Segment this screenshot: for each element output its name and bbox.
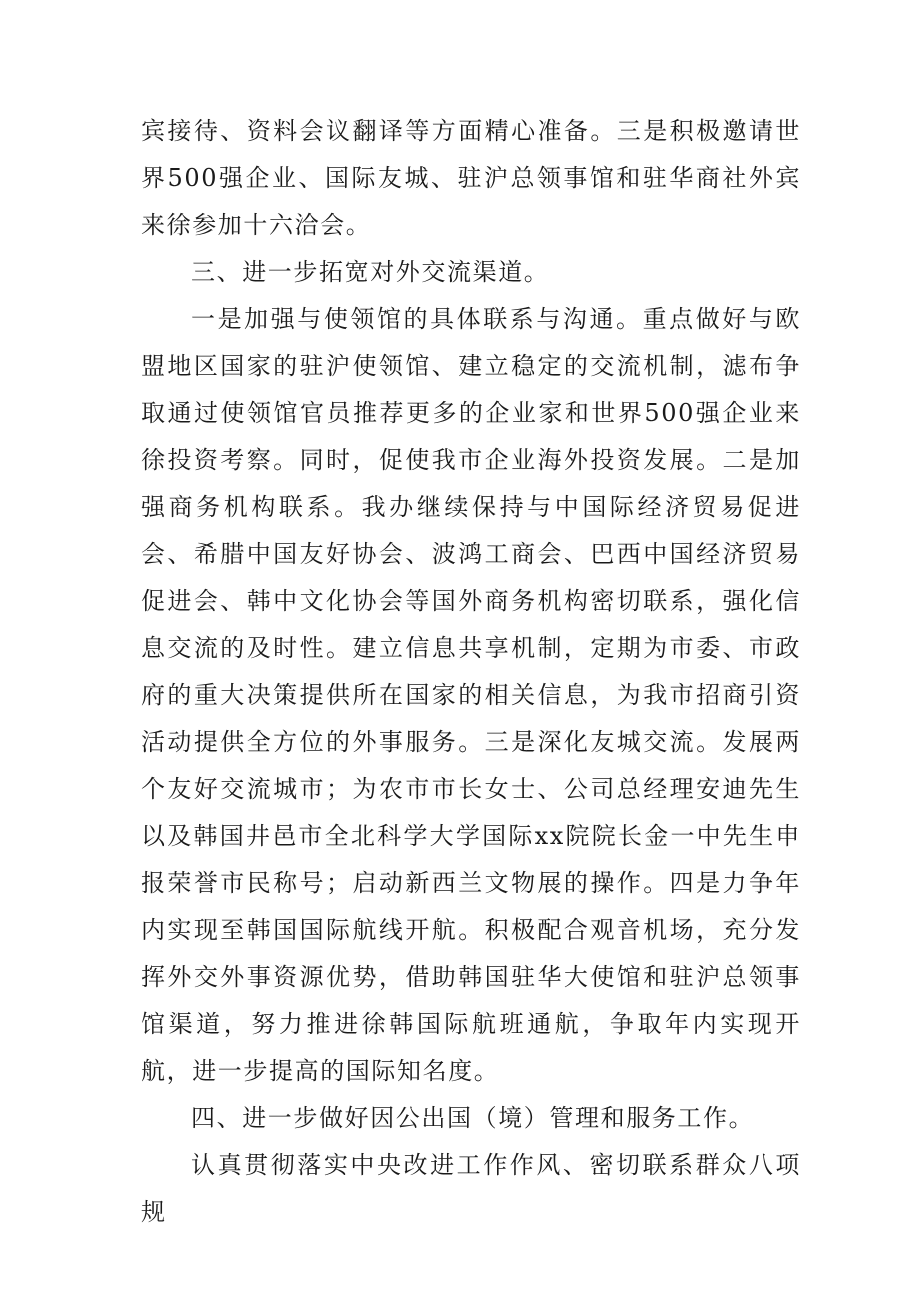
section-heading-four: 四、进一步做好因公出国（境）管理和服务工作。 (191, 1104, 755, 1132)
document-body (141, 108, 801, 1236)
paragraph-exchange-channels: 一是加强与使领馆的具体联系与沟通。重点做好与欧盟地区国家的驻沪使领馆、建立稳定的交流机制，滤布争取通过使领馆官员推荐更多的企业家和世界500强企业来徐投资考察。同时，促使我市企业海外投资发展。二是加强商务机构联系。我办继续保持与中国际经济贸易促进会、希腊中国友好协会、波鸿工商会、巴西中国经济贸易促进会、韩中文化协会等国外商务机构密切联系，强化信息交流的及时性。建立信息共享机制，定期为市委、市政府的重大决策提供所在国家的相关信息，为我市招商引资活动提供全方位的外事服务。三是深化友城交流。发展两个友好交流城市；为农市市长女士、公司总经理安迪先生以及韩国井邑市全北科学大学国际xx院院长金一中先生申报荣誉市民称号；启动新西兰文物展的操作。四是力争年内实现至韩国国际航线开航。积极配合观音机场，充分发挥外交外事资源优势，借助韩国驻华大使馆和驻沪总领事馆渠道，努力推进徐韩国际航班通航，争取年内实现开航，进一步提高的国际知名度。 (141, 305, 801, 1085)
paragraph-implementation: 认真贯彻落实中央改进工作作风、密切联系群众八项规 (141, 1151, 801, 1226)
paragraph-continuation: 宾接待、资料会议翻译等方面精心准备。三是积极邀请世界500强企业、国际友城、驻沪总领事馆和驻华商社外宾来徐参加十六洽会。 (141, 117, 801, 239)
section-heading-three: 三、进一步拓宽对外交流渠道。 (191, 258, 550, 286)
